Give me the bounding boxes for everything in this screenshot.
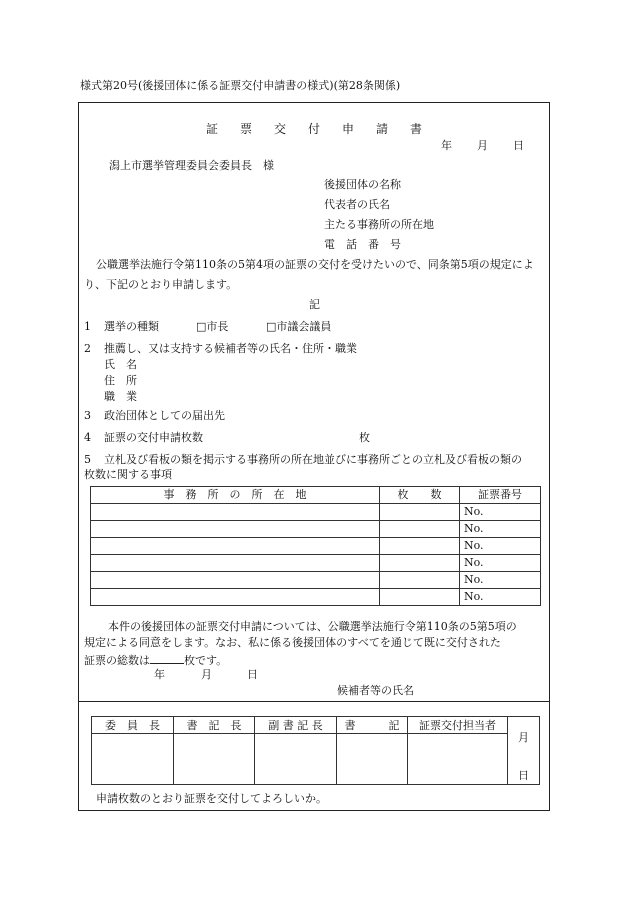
date-year: 年 [441,139,452,152]
header-cert-number: 証票番号 [460,487,541,504]
count-cell[interactable] [380,555,460,572]
office-address-cell[interactable] [91,589,380,606]
council-checkbox[interactable]: □市議会議員 [266,320,332,333]
item4-number: 4 [84,431,91,444]
count-cell[interactable] [380,589,460,606]
candidate-name-signature-label: 候補者等の氏名 [337,684,414,697]
count-cell[interactable] [380,504,460,521]
item5-label-line2: 枚数に関する事項 [84,468,172,481]
office-address-label: 主たる事務所の所在地 [324,218,434,231]
item1-label: 選挙の種類 [104,320,159,333]
table-row [91,589,541,606]
consent-line2: 規定による同意をします。なお、私に係る後援団体のすべてを通じて既に交付された [84,636,501,649]
item2-label: 推薦し、又は支持する候補者等の氏名・住所・職業 [104,342,357,355]
title-char: 証 [206,122,219,136]
intro-text-line2: り、下記のとおり申請します。 [84,278,238,291]
office-address-cell[interactable] [91,572,380,589]
candidate-name-label: 氏 名 [104,358,137,371]
header-chairperson: 委 員 長 [92,717,174,734]
candidate-job-label: 職 業 [104,390,137,403]
stamp-chairperson[interactable] [92,734,174,785]
consent-line3 [84,653,227,666]
consent-month: 月 [201,668,212,681]
consent-line1: 本件の後援団体の証票交付申請については、公職選挙法施行令第110条の5第5項の [108,620,517,633]
officials-header-row [92,717,540,734]
title-char: 書 [410,122,423,136]
header-cert-officer: 証票交付担当者 [408,717,508,734]
office-address-cell[interactable] [91,538,380,555]
header-deputy-chief-secretary: 副 書 記 長 [255,717,337,734]
item2-number: 2 [84,342,91,355]
officials-day: 日 [518,769,529,782]
phone-label: 電 話 番 号 [324,238,401,251]
consent-total-prefix: 証票の総数は [84,654,150,667]
table-row [91,572,541,589]
cert-number-cell[interactable]: No. [460,555,541,572]
officials-date-cell [508,717,540,785]
form-title [206,122,423,137]
org-name-label: 後援団体の名称 [324,178,401,191]
officials-month: 月 [518,731,529,744]
table-header-row [91,487,541,504]
title-char: 請 [376,122,389,136]
item3-label: 政治団体としての届出先 [104,409,225,422]
title-char: 付 [308,122,321,136]
stamp-deputy-chief-secretary[interactable] [255,734,337,785]
date-month: 月 [477,139,488,152]
total-count-blank[interactable] [150,653,184,664]
footer-note: 申請枚数のとおり証票を交付してよろしいか。 [96,792,327,805]
table-row [91,538,541,555]
count-cell[interactable] [380,572,460,589]
count-cell[interactable] [380,521,460,538]
header-office-address: 事 務 所 の 所 在 地 [91,487,380,504]
date-day: 日 [513,139,524,152]
cert-number-cell[interactable]: No. [460,572,541,589]
title-char: 申 [342,122,355,136]
title-char: 票 [240,122,253,136]
cert-number-cell[interactable]: No. [460,504,541,521]
section-divider [78,701,550,702]
ki-heading: 記 [309,298,320,311]
table-row [91,521,541,538]
mayor-checkbox[interactable]: □市長 [196,320,229,333]
addressee: 潟上市選挙管理委員会委員長 様 [109,159,274,172]
cert-number-cell[interactable]: No. [460,538,541,555]
item5-label-line1: 立札及び看板の類を掲示する事務所の所在地並びに事務所ごとの立札及び看板の類の [104,453,522,466]
header-secretary: 書 記 [337,717,408,734]
item1-number: 1 [84,320,91,333]
office-address-cell[interactable] [91,504,380,521]
item4-unit: 枚 [359,431,370,444]
candidate-address-label: 住 所 [104,374,137,387]
title-char: 交 [274,122,287,136]
consent-day: 日 [247,668,258,681]
table-row [91,555,541,572]
item4-label: 証票の交付申請枚数 [104,431,203,444]
item5-number: 5 [84,453,91,466]
office-table [90,486,541,606]
intro-text-line1: 公職選挙法施行令第110条の5第4項の証票の交付を受けたいので、同条第5項の規定によ [96,258,534,271]
office-address-cell[interactable] [91,521,380,538]
stamp-chief-secretary[interactable] [174,734,255,785]
count-cell[interactable] [380,538,460,555]
office-address-cell[interactable] [91,555,380,572]
consent-total-suffix: 枚です。 [184,654,228,667]
consent-year: 年 [154,668,165,681]
cert-number-cell[interactable]: No. [460,521,541,538]
table-row [91,504,541,521]
rep-name-label: 代表者の氏名 [324,198,390,211]
cert-number-cell[interactable]: No. [460,589,541,606]
item3-number: 3 [84,409,91,422]
header-chief-secretary: 書 記 長 [174,717,255,734]
stamp-cert-officer[interactable] [408,734,508,785]
officials-table [91,716,540,785]
form-caption: 様式第20号(後援団体に係る証票交付申請書の様式)(第28条関係) [80,79,401,92]
header-count: 枚 数 [380,487,460,504]
officials-stamp-row [92,734,540,785]
stamp-secretary[interactable] [337,734,408,785]
